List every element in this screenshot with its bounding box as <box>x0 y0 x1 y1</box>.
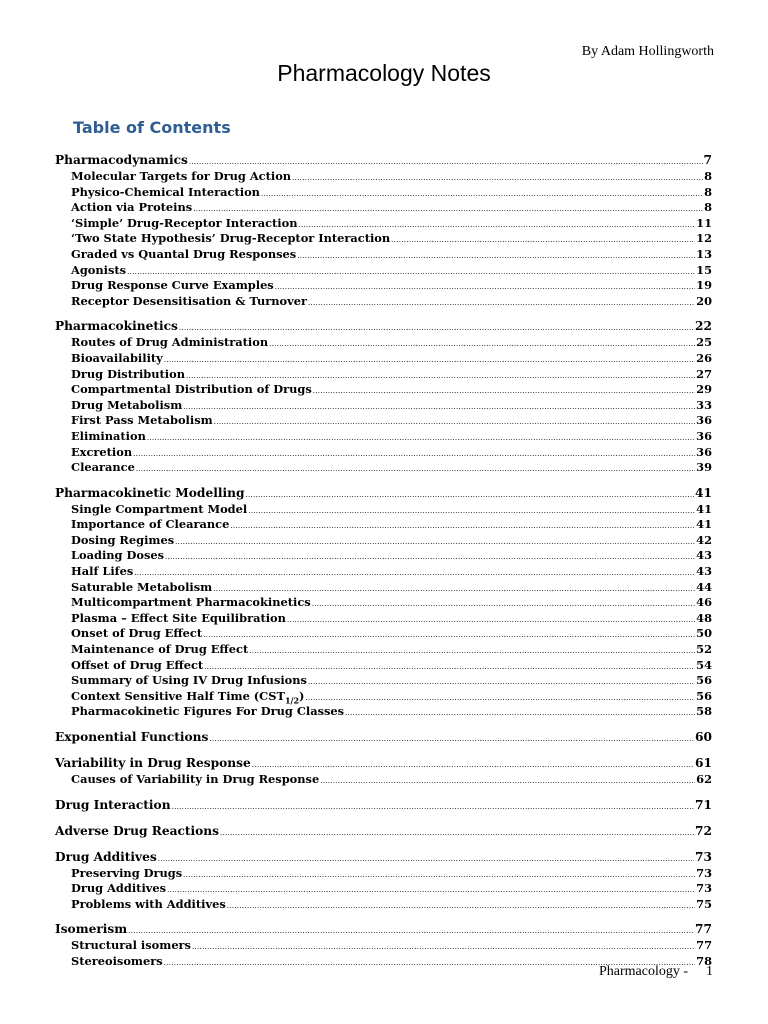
toc-entry-title: Adverse Drug Reactions <box>55 823 220 838</box>
toc-subsection-entry[interactable] <box>55 772 712 788</box>
toc-section-entry[interactable] <box>55 755 712 772</box>
toc-entry-page: 46 <box>696 595 712 610</box>
toc-entry-title: Offset of Drug Effect <box>71 657 204 672</box>
toc-subsection-entry[interactable] <box>55 611 712 627</box>
dot-leader <box>214 415 695 431</box>
toc-entry-title: Loading Doses <box>71 548 165 563</box>
toc-entry-title: Drug Additives <box>55 849 157 864</box>
toc-subsection-entry[interactable] <box>55 580 712 596</box>
dot-leader <box>275 280 695 296</box>
dot-leader <box>164 353 695 369</box>
toc-subsection-entry[interactable] <box>55 595 712 611</box>
dot-leader <box>391 233 695 249</box>
toc-entry-title: Stereoisomers <box>71 953 163 968</box>
toc-subsection-entry[interactable] <box>55 247 712 263</box>
toc-entry-title: Variability in Drug Response <box>55 756 251 770</box>
toc-subsection-entry[interactable] <box>55 200 712 216</box>
toc-section-entry[interactable] <box>55 485 712 502</box>
toc-entry-page: 50 <box>696 626 712 641</box>
toc-entry-title: First Pass Metabolism <box>71 413 213 428</box>
toc-entry-page: 36 <box>696 413 712 428</box>
toc-entry-page: 71 <box>695 797 712 812</box>
toc-entry-page: 15 <box>696 262 712 277</box>
toc-entry-title: ‘Two State Hypothesis’ Drug-Receptor Interaction <box>71 231 391 246</box>
toc-entry-page: 20 <box>696 293 712 308</box>
toc-entry-page: 41 <box>696 501 712 516</box>
toc-entry-title: Structural isomers <box>71 938 191 953</box>
toc-entry-title: Isomerism <box>55 922 128 937</box>
toc-section <box>55 318 712 475</box>
toc-entry-page: 36 <box>696 428 712 443</box>
dot-leader <box>312 597 695 613</box>
toc-section-entry[interactable] <box>55 729 712 746</box>
author-line: By Adam Hollingworth <box>581 44 714 59</box>
dot-leader <box>192 940 695 956</box>
dot-leader <box>297 249 695 265</box>
toc-entry-title: Pharmacodynamics <box>55 153 188 167</box>
toc-subsection-entry[interactable] <box>55 169 712 185</box>
dot-leader <box>248 504 695 520</box>
dot-leader <box>313 384 695 400</box>
toc-subsection-entry[interactable] <box>55 642 712 658</box>
toc-entry-page: 39 <box>696 460 712 475</box>
dot-leader <box>175 535 695 551</box>
toc-entry-title: Summary of Using IV Drug Infusions <box>71 673 307 688</box>
toc-entry-page: 54 <box>696 657 712 672</box>
footer-page-number: 1 <box>706 964 713 979</box>
dot-leader <box>308 675 695 691</box>
toc-entry-page: 42 <box>696 532 712 547</box>
toc-entry-title: Pharmacokinetic Modelling <box>55 485 245 500</box>
toc-subsection-entry[interactable] <box>55 689 712 705</box>
toc-entry-page: 27 <box>696 366 712 381</box>
toc-entry-title: Physico-Chemical Interaction <box>71 184 260 199</box>
toc-subsection-entry[interactable] <box>55 548 712 564</box>
dot-leader <box>320 774 695 790</box>
toc-section <box>55 797 712 814</box>
toc-section-entry[interactable] <box>55 849 712 866</box>
toc-entry-title: Importance of Clearance <box>71 517 230 532</box>
toc-entry-page: 36 <box>696 444 712 459</box>
toc-subsection-entry[interactable] <box>55 294 712 310</box>
toc-subsection-entry[interactable] <box>55 897 712 913</box>
toc-entry-title: Drug Metabolism <box>71 397 183 412</box>
table-of-contents <box>55 152 712 979</box>
toc-subsection-entry[interactable] <box>55 533 712 549</box>
toc-entry-title: Bioavailability <box>71 350 163 365</box>
toc-subsection-entry[interactable] <box>55 231 712 247</box>
toc-entry-page: 11 <box>696 215 712 230</box>
toc-entry-page: 26 <box>696 350 712 365</box>
dot-leader <box>209 731 694 748</box>
dot-leader <box>147 431 695 447</box>
toc-entry-page: 19 <box>696 278 712 293</box>
toc-entry-page: 75 <box>696 896 712 911</box>
toc-subsection-entry[interactable] <box>55 398 712 414</box>
toc-entry-page: 41 <box>695 485 712 500</box>
toc-entry-title: Multicompartment Pharmacokinetics <box>71 595 311 610</box>
toc-entry-title: Graded vs Quantal Drug Responses <box>71 246 297 261</box>
toc-entry-page: 44 <box>696 579 712 594</box>
toc-entry-title: Onset of Drug Effect <box>71 626 203 641</box>
dot-leader <box>183 400 695 416</box>
toc-entry-page: 73 <box>695 849 712 864</box>
toc-entry-title: Molecular Targets for Drug Action <box>71 169 292 183</box>
toc-subsection-entry[interactable] <box>55 185 712 201</box>
toc-entry-title: ‘Simple’ Drug-Receptor Interaction <box>71 215 298 230</box>
dot-leader <box>261 187 703 203</box>
toc-subsection-entry[interactable] <box>55 429 712 445</box>
toc-subsection-entry[interactable] <box>55 502 712 518</box>
dot-leader <box>269 337 695 353</box>
toc-entry-title: Elimination <box>71 428 146 443</box>
toc-entry-page: 61 <box>695 756 712 770</box>
toc-subsection-entry[interactable] <box>55 626 712 642</box>
toc-entry-page: 8 <box>704 169 712 183</box>
dot-leader <box>292 171 703 187</box>
dot-leader <box>134 566 695 582</box>
dot-leader <box>308 296 695 312</box>
footer-label: Pharmacology - <box>598 964 688 979</box>
toc-section <box>55 921 712 969</box>
toc-entry-title: Half Lifes <box>71 564 134 579</box>
toc-entry-page: 43 <box>696 564 712 579</box>
dot-leader <box>305 691 695 707</box>
dot-leader <box>165 550 695 566</box>
toc-entry-page: 41 <box>696 517 712 532</box>
toc-entry-title: Single Compartment Model <box>71 501 248 516</box>
toc-subsection-entry[interactable] <box>55 866 712 882</box>
dot-leader <box>203 628 695 644</box>
dot-leader <box>287 613 695 629</box>
toc-entry-title: Plasma – Effect Site Equilibration <box>71 610 286 625</box>
toc-entry-title: Compartmental Distribution of Drugs <box>71 382 312 397</box>
toc-subsection-entry[interactable] <box>55 263 712 279</box>
toc-entry-page: 25 <box>696 335 712 350</box>
dot-leader <box>172 799 694 816</box>
dot-leader <box>136 462 695 478</box>
toc-subsection-entry[interactable] <box>55 382 712 398</box>
toc-entry-title: Receptor Desensitisation & Turnover <box>71 293 308 308</box>
toc-entry-title: Action via Proteins <box>71 200 193 215</box>
toc-entry-title: Agonists <box>71 262 127 277</box>
toc-section <box>55 152 712 309</box>
dot-leader <box>167 883 695 899</box>
toc-subsection-entry[interactable] <box>55 413 712 429</box>
toc-section <box>55 729 712 746</box>
toc-entry-page: 8 <box>704 200 712 215</box>
toc-entry-page: 56 <box>696 688 712 703</box>
toc-subsection-entry[interactable] <box>55 673 712 689</box>
dot-leader <box>158 851 694 868</box>
toc-entry-page: 29 <box>696 382 712 397</box>
dot-leader <box>227 899 695 915</box>
toc-subsection-entry[interactable] <box>55 658 712 674</box>
toc-entry-page: 73 <box>696 881 712 896</box>
toc-entry-title: Dosing Regimes <box>71 532 175 547</box>
toc-subsection-entry[interactable] <box>55 335 712 351</box>
toc-entry-page: 62 <box>696 772 712 786</box>
toc-entry-page: 78 <box>696 953 712 968</box>
toc-subsection-entry[interactable] <box>55 367 712 383</box>
toc-subsection-entry[interactable] <box>55 881 712 897</box>
toc-section <box>55 485 712 720</box>
toc-entry-page: 43 <box>696 548 712 563</box>
toc-entry-page: 73 <box>696 865 712 880</box>
toc-entry-title: Exponential Functions <box>55 730 209 744</box>
toc-entry-title: Preserving Drugs <box>71 865 183 880</box>
dot-leader <box>133 447 695 463</box>
toc-section-entry[interactable] <box>55 318 712 335</box>
toc-section-entry[interactable] <box>55 152 712 169</box>
toc-entry-title: Drug Interaction <box>55 797 171 812</box>
toc-entry-page: 7 <box>703 153 712 167</box>
toc-entry-page: 12 <box>696 231 712 246</box>
toc-subsection-entry[interactable] <box>55 216 712 232</box>
toc-entry-title: Context Sensitive Half Time $(CST_{1/2})$ <box>71 688 305 706</box>
toc-entry-page: 33 <box>696 397 712 412</box>
toc-section-entry[interactable] <box>55 823 712 840</box>
toc-entry-page: 52 <box>696 642 712 657</box>
toc-subsection-entry[interactable] <box>55 460 712 476</box>
toc-entry-title: Excretion <box>71 444 133 459</box>
toc-entry-page: 8 <box>704 184 712 199</box>
dot-leader <box>249 644 695 660</box>
toc-heading: Table of Contents <box>73 118 231 137</box>
toc-entry-page: 13 <box>696 246 712 261</box>
toc-entry-page: 22 <box>695 319 712 334</box>
toc-entry-title: Drug Distribution <box>71 366 186 381</box>
toc-entry-title: Problems with Additives <box>71 896 226 911</box>
toc-entry-title: Drug Additives <box>71 881 167 896</box>
toc-section <box>55 755 712 788</box>
toc-entry-title: Causes of Variability in Drug Response <box>71 772 320 786</box>
dot-leader <box>183 868 695 884</box>
dot-leader <box>345 706 695 722</box>
toc-entry-page: 56 <box>696 673 712 688</box>
toc-section-entry[interactable] <box>55 921 712 938</box>
toc-entry-title: Saturable Metabolism <box>71 579 213 594</box>
toc-entry-page: 77 <box>695 922 712 937</box>
dot-leader <box>245 487 694 504</box>
toc-entry-page: 72 <box>695 823 712 838</box>
toc-subsection-entry[interactable] <box>55 564 712 580</box>
toc-entry-page: 77 <box>696 938 712 953</box>
toc-subsection-entry[interactable] <box>55 445 712 461</box>
toc-section <box>55 849 712 913</box>
toc-subsection-entry[interactable] <box>55 938 712 954</box>
dot-leader <box>128 923 694 940</box>
toc-entry-title: Pharmacokinetics <box>55 319 178 334</box>
toc-entry-title: Pharmacokinetic Figures For Drug Classes <box>71 704 345 719</box>
toc-subsection-entry[interactable] <box>55 278 712 294</box>
toc-entry-title: Clearance <box>71 460 135 475</box>
toc-entry-page: 60 <box>695 730 712 744</box>
toc-section <box>55 823 712 840</box>
toc-entry-title: Maintenance of Drug Effect <box>71 642 249 657</box>
toc-section-entry[interactable] <box>55 797 712 814</box>
toc-entry-title: Routes of Drug Administration <box>71 335 269 350</box>
toc-entry-page: 58 <box>696 704 712 719</box>
page-footer <box>599 964 713 980</box>
dot-leader <box>230 519 695 535</box>
toc-subsection-entry[interactable] <box>55 704 712 720</box>
document-title: Pharmacology Notes <box>277 60 491 86</box>
toc-entry-title: Drug Response Curve Examples <box>71 278 274 293</box>
dot-leader <box>220 825 694 842</box>
toc-subsection-entry[interactable] <box>55 517 712 533</box>
toc-subsection-entry[interactable] <box>55 351 712 367</box>
toc-entry-page: 48 <box>696 610 712 625</box>
